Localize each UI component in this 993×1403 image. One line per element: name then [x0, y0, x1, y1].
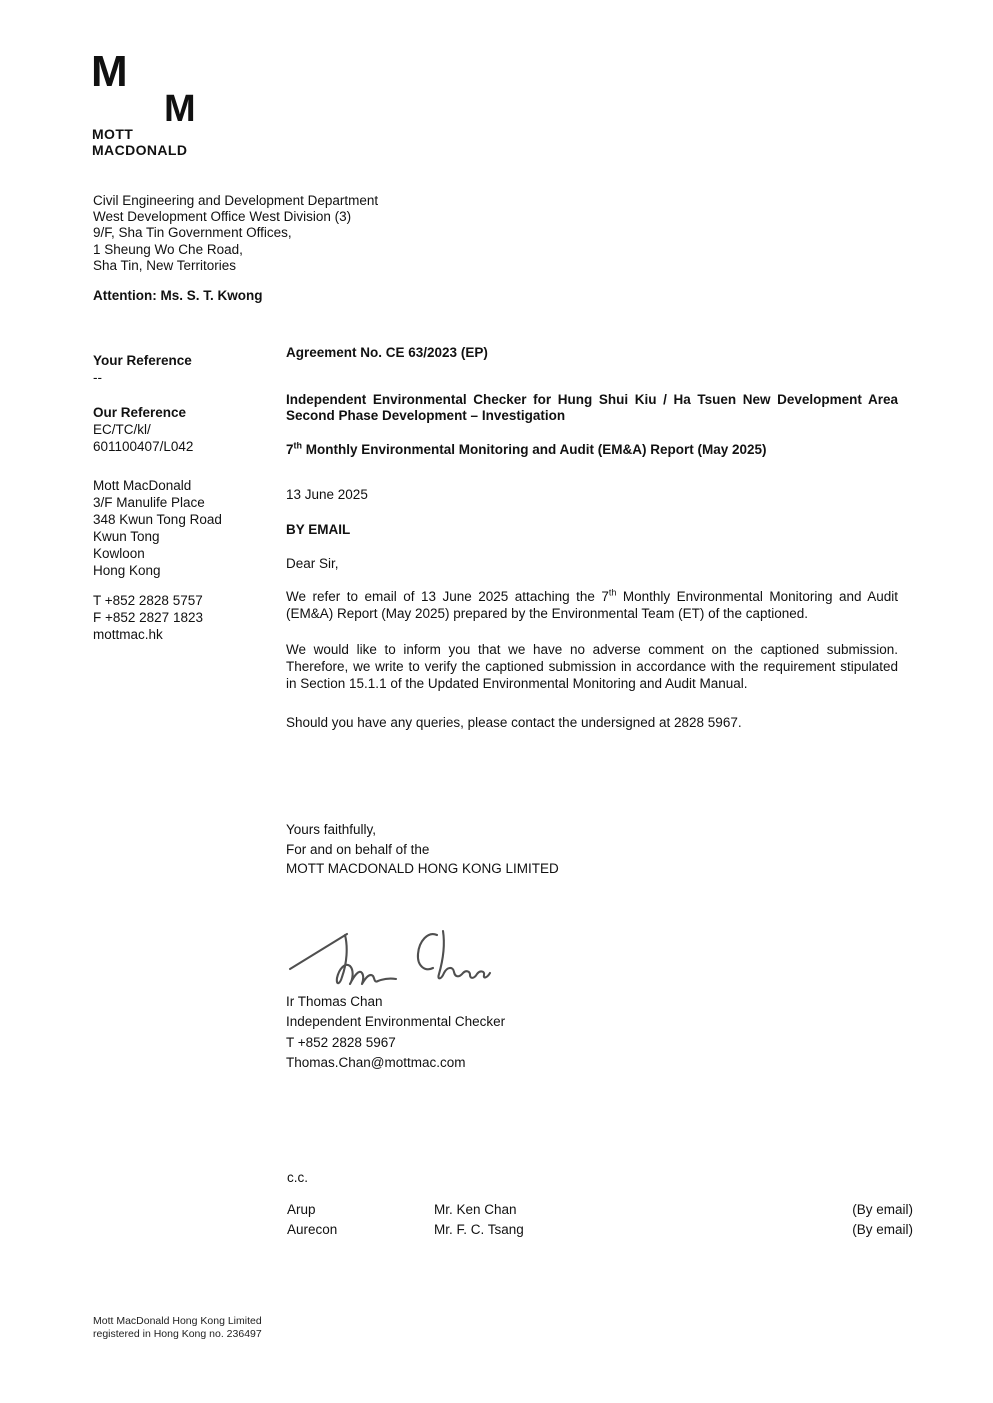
sender-address-line: Mott MacDonald [93, 478, 192, 493]
agreement-number: Agreement No. CE 63/2023 (EP) [286, 345, 488, 360]
sender-website: mottmac.hk [93, 627, 163, 642]
signatory-title: Independent Environmental Checker [286, 1014, 506, 1030]
sender-contact [93, 592, 273, 643]
cc-table [287, 1200, 913, 1240]
cc-delivery-method: (By email) [852, 1222, 913, 1238]
handwritten-signature [284, 922, 496, 996]
our-reference-value: 601100407/L042 [93, 439, 194, 454]
logo-wordmark-mott: MOTT [92, 126, 134, 142]
closing-line: For and on behalf of the [286, 841, 430, 857]
subject-title: Independent Environmental Checker for Hung Shui Kiu / Ha Tsuen New Development Area Second Phase Development – Investigation [286, 391, 898, 424]
registration-footer [93, 1315, 262, 1341]
sender-fax: F +852 2827 1823 [93, 610, 203, 625]
closing-block [286, 820, 898, 879]
report-ordinal-suffix: th [293, 440, 303, 451]
sender-address-line: Hong Kong [93, 563, 161, 578]
cc-row [287, 1200, 913, 1220]
report-title-rest: Monthly Environmental Monitoring and Audit (EM&A) Report (May 2025) [302, 442, 767, 458]
sender-address [93, 477, 273, 579]
sender-phone: T +852 2828 5757 [93, 593, 203, 608]
report-number: 7 [286, 442, 294, 458]
sender-address-line: Kwun Tong [93, 529, 160, 544]
signatory-email: Thomas.Chan@mottmac.com [286, 1054, 466, 1070]
cc-label: c.c. [287, 1170, 309, 1185]
sender-address-line: 3/F Manulife Place [93, 495, 205, 510]
signatory-block [286, 992, 686, 1073]
signatory-phone: T +852 2828 5967 [286, 1034, 396, 1050]
attention-line: Attention: Ms. S. T. Kwong [93, 288, 263, 303]
recipient-address-line: 9/F, Sha Tin Government Offices, [93, 225, 292, 241]
closing-line: MOTT MACDONALD HONG KONG LIMITED [286, 861, 559, 876]
delivery-method: BY EMAIL [286, 521, 351, 537]
logo-wordmark-macdonald: MACDONALD [92, 142, 188, 158]
footer-line: registered in Hong Kong no. 236497 [93, 1328, 262, 1340]
your-reference-label: Your Reference [93, 353, 192, 368]
cc-person: Mr. Ken Chan [434, 1202, 517, 1217]
letter-body [286, 345, 898, 732]
our-reference-value: EC/TC/kl/ [93, 422, 151, 437]
salutation: Dear Sir, [286, 556, 339, 572]
recipient-address-line: Civil Engineering and Development Department [93, 193, 379, 208]
paragraph-3: Should you have any queries, please contact the undersigned at 2828 5967. [286, 715, 742, 731]
paragraph-1: We refer to email of 13 June 2025 attaching the 7th Monthly Environmental Monitoring and Audit (EM&A) Report (May 2025) prepared by the Environmental Team (ET) of the captioned. [286, 587, 898, 621]
recipient-address-line: West Development Office West Division (3) [93, 209, 352, 225]
letter-date: 13 June 2025 [286, 486, 368, 502]
recipient-address-line: 1 Sheung Wo Che Road, [93, 241, 243, 257]
closing-line: Yours faithfully, [286, 822, 377, 837]
sender-address-line: Kowloon [93, 546, 145, 561]
cc-delivery-method: (By email) [852, 1202, 913, 1217]
signatory-name: Ir Thomas Chan [286, 994, 383, 1009]
logo-letter-m-large: M [91, 47, 127, 96]
paragraph-2: We would like to inform you that we have no adverse comment on the captioned submission. Therefore, we write to verify the captioned submission in accordance with the requirement stipulated in Section 15.1.1 of the Updated Environmental Monitoring and Audit Manual. [286, 642, 898, 691]
your-reference-value: -- [93, 370, 102, 385]
subject-report-line [286, 442, 898, 459]
recipient-address-line: Sha Tin, New Territories [93, 257, 237, 273]
cc-organisation: Arup [287, 1202, 316, 1217]
sender-address-line: 348 Kwun Tong Road [93, 512, 222, 527]
footer-line: Mott MacDonald Hong Kong Limited [93, 1315, 262, 1327]
reference-sidebar [93, 352, 273, 643]
cc-row [287, 1220, 913, 1240]
recipient-address [93, 193, 423, 274]
our-reference-label: Our Reference [93, 405, 187, 420]
cc-person: Mr. F. C. Tsang [434, 1222, 524, 1238]
logo-letter-m-small: M [164, 88, 195, 130]
cc-organisation: Aurecon [287, 1222, 338, 1238]
